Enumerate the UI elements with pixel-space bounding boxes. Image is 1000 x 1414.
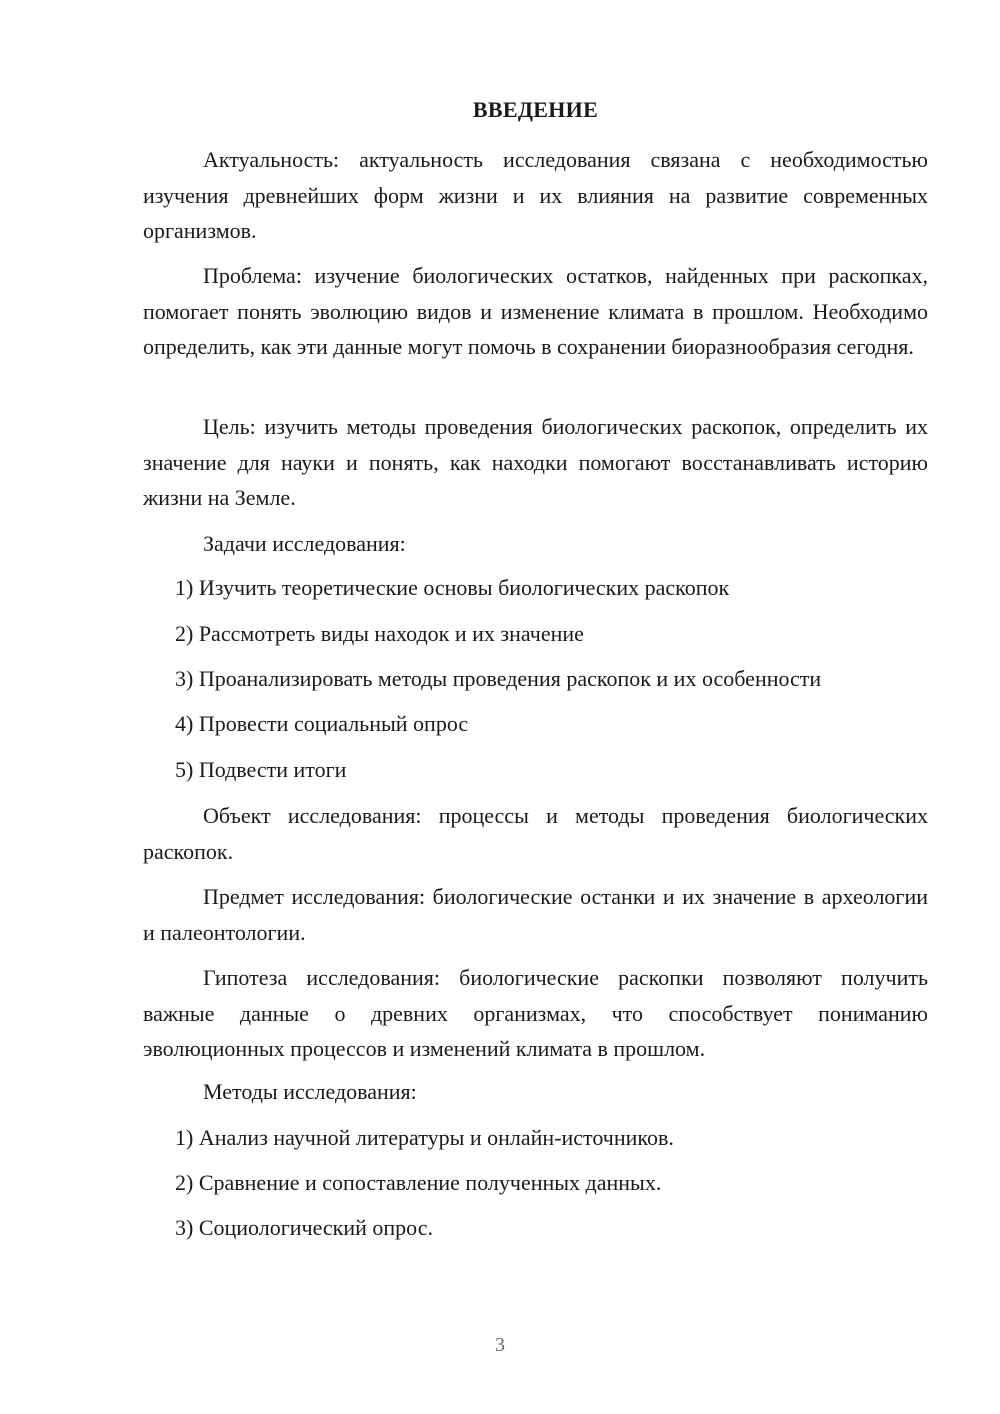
task-item: 3) Проанализировать методы проведения раскопок и их особенности [175, 666, 822, 691]
task-item: 2) Рассмотреть виды находок и их значение [175, 621, 584, 646]
problem-paragraph: Проблема: изучение биологических остатков, найденных при раскопках, помогает понять эволюцию видов и изменение климата в прошлом. Необходимо определить, как эти данные могут помочь в сохранении биоразнообразия сегодня. [143, 263, 928, 359]
page-title: ВВЕДЕНИЕ [472, 97, 599, 122]
relevance-paragraph: Актуальность: актуальность исследования связана с необходимостью изучения древнейших форм жизни и их влияния на развитие современных организмов. [143, 147, 928, 243]
method-item: 3) Социологический опрос. [175, 1215, 433, 1240]
task-item: 4) Провести социальный опрос [175, 711, 469, 736]
method-item: 1) Анализ научной литературы и онлайн-источников. [175, 1125, 674, 1150]
tasks-heading: Задачи исследования: [203, 531, 406, 556]
object-paragraph: Объект исследования: процессы и методы проведения биологических раскопок. [143, 803, 928, 864]
method-item: 2) Сравнение и сопоставление полученных данных. [175, 1170, 662, 1195]
hypothesis-paragraph: Гипотеза исследования: биологические раскопки позволяют получить важные данные о древних организмах, что способствует пониманию эволюционных процессов и изменений климата в прошлом. [143, 965, 928, 1061]
task-item: 5) Подвести итоги [175, 757, 347, 782]
page-number: 3 [495, 1334, 505, 1356]
task-item: 1) Изучить теоретические основы биологических раскопок [175, 575, 730, 600]
subject-paragraph: Предмет исследования: биологические останки и их значение в археологии и палеонтологии. [143, 884, 928, 945]
methods-heading: Методы исследования: [203, 1079, 417, 1104]
goal-paragraph: Цель: изучить методы проведения биологических раскопок, определить их значение для науки и понять, как находки помогают восстанавливать историю жизни на Земле. [143, 414, 928, 510]
